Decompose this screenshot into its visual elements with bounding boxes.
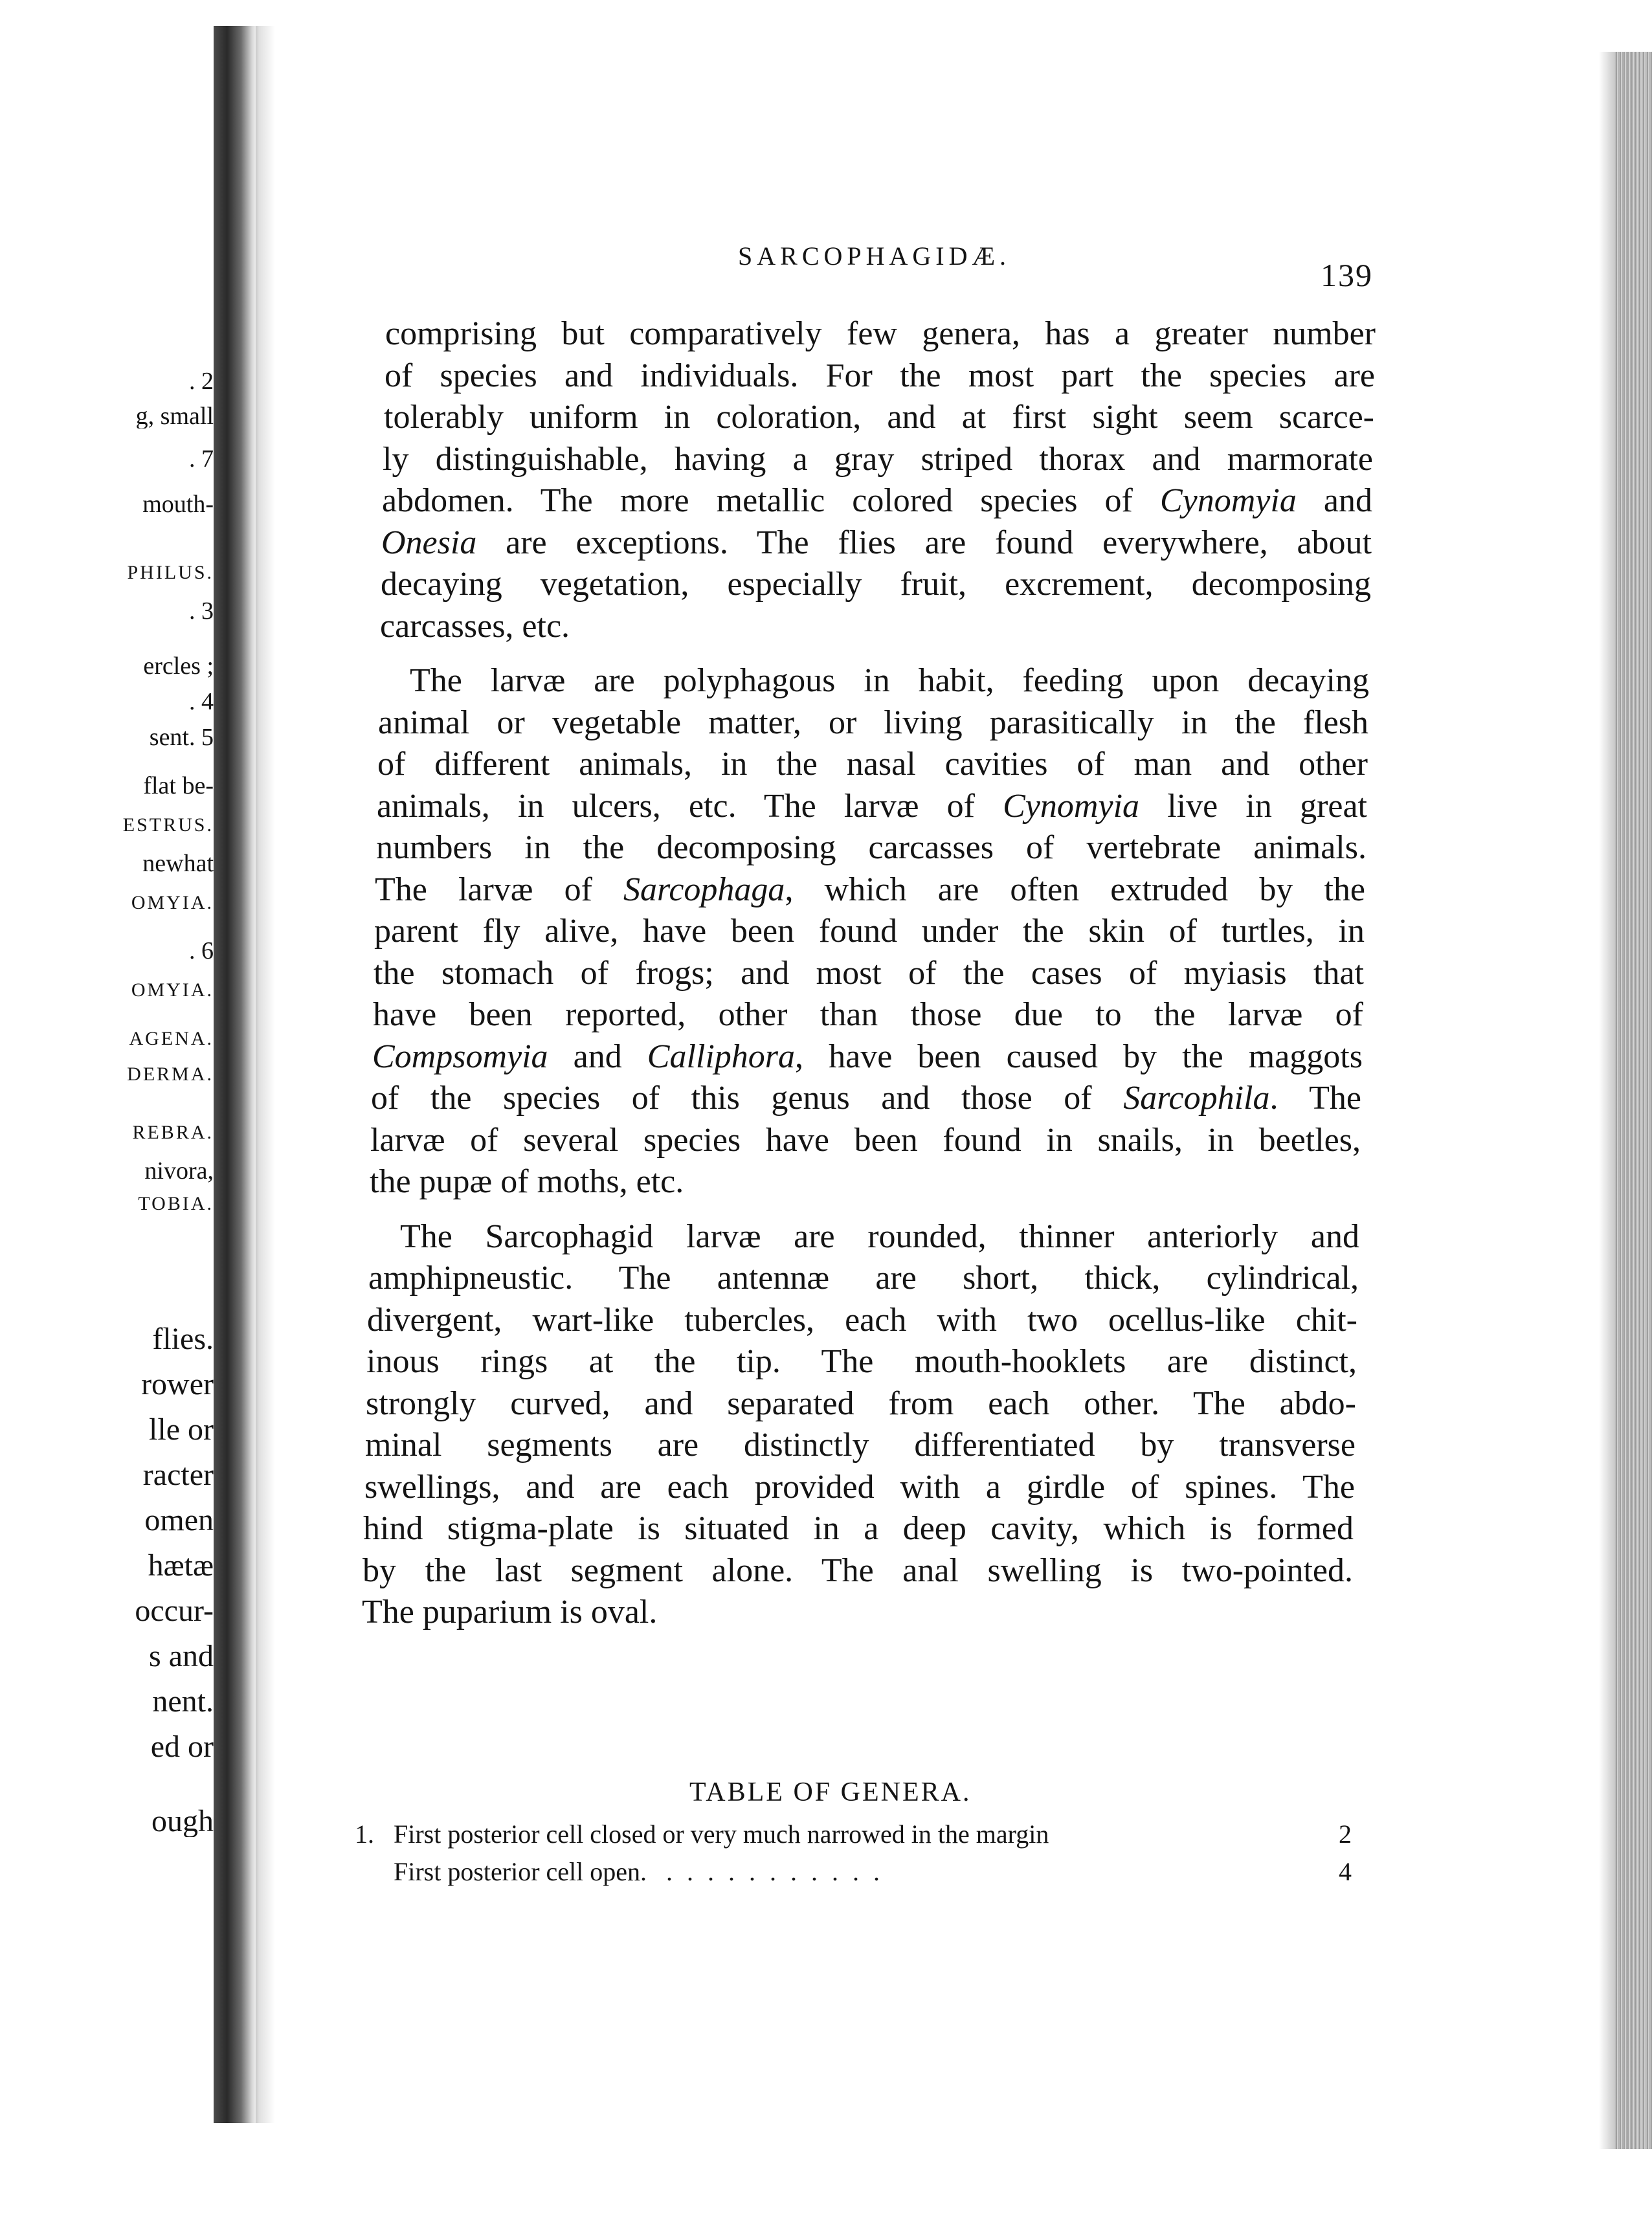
facing-page-text-fragment: nent. (152, 1686, 214, 1717)
facing-page-text-fragment: AGENA. (129, 1029, 214, 1049)
body-line: comprising but comparatively few genera, has a greater number (385, 315, 1376, 352)
key-reference: 4 (1339, 1857, 1352, 1886)
facing-page-text-fragment: flies. (152, 1324, 214, 1355)
facing-page-text-fragment: ough (151, 1806, 214, 1837)
leader-dots: . . . . . . . . . . . (666, 1857, 884, 1886)
page-stack-edge (1615, 52, 1652, 2149)
facing-page-text-fragment: nivora, (144, 1159, 214, 1183)
facing-page-text-fragment: OMYIA. (131, 893, 214, 913)
facing-page-text-fragment: hætæ (148, 1550, 214, 1581)
body-line: animal or vegetable matter, or living parasitically in the flesh (378, 704, 1368, 741)
body-line: ly distinguishable, having a gray striped thorax and marmorate (383, 441, 1373, 478)
key-reference: 2 (1339, 1820, 1352, 1849)
facing-page-text-fragment: ercles ; (143, 654, 214, 678)
body-line: decaying vegetation, especially fruit, excrement, decomposing (381, 566, 1371, 603)
facing-page-text-fragment: mouth- (142, 492, 214, 517)
facing-page-text-fragment: OMYIA. (131, 981, 214, 1000)
facing-page-text-fragment: DERMA. (127, 1065, 214, 1084)
facing-page-text-fragment: TOBIA. (138, 1194, 214, 1214)
facing-page-text-fragment: rower (141, 1369, 214, 1400)
body-line: inous rings at the tip. The mouth-hooklets are distinct, (366, 1343, 1357, 1380)
facing-page-text-fragment: racter (142, 1460, 214, 1491)
body-line: animals, in ulcers, etc. The larvæ of Cynomyia live in great (377, 788, 1367, 825)
facing-page-text-fragment: . 7 (189, 447, 214, 471)
body-line: have been reported, other than those due to the larvæ of (373, 996, 1363, 1033)
body-line: of different animals, in the nasal cavities of man and other (377, 746, 1368, 783)
table-title: TABLE OF GENERA. (689, 1777, 972, 1807)
facing-page-text-fragment: occur- (135, 1596, 214, 1627)
facing-page-text-fragment: . 2 (189, 369, 214, 394)
body-line: The puparium is oval. (362, 1594, 658, 1630)
facing-page-text-fragment: . 6 (189, 939, 214, 963)
key-text: First posterior cell open. (394, 1857, 647, 1886)
binding-gutter (214, 26, 259, 2123)
facing-page-text-fragment: g, small (135, 404, 214, 428)
facing-page-text-fragment: ESTRUS. (122, 816, 214, 835)
facing-page-text-fragment: newhat (142, 851, 214, 876)
gutter-shadow (256, 26, 275, 2123)
body-line: hind stigma-plate is situated in a deep cavity, which is formed (363, 1510, 1354, 1547)
body-line: divergent, wart-like tubercles, each with two ocellus-like chit- (367, 1302, 1357, 1339)
body-line: by the last segment alone. The anal swelling is two-pointed. (363, 1552, 1353, 1589)
body-line: strongly curved, and separated from each other. The abdo- (366, 1385, 1356, 1422)
body-line: minal segments are distinctly differentiated by transverse (365, 1427, 1356, 1464)
body-line: abdomen. The more metallic colored species of Cynomyia and (382, 482, 1372, 519)
body-line: larvæ of several species have been found in snails, in beetles, (370, 1122, 1361, 1159)
page-number: 139 (1321, 257, 1373, 293)
body-line: The Sarcophagid larvæ are rounded, thinner anteriorly and (400, 1218, 1359, 1255)
body-line: swellings, and are each provided with a girdle of spines. The (364, 1469, 1355, 1506)
body-line: of species and individuals. For the most part the species are (385, 357, 1375, 394)
key-text: First posterior cell closed or very much narrowed in the margin (394, 1820, 1049, 1849)
body-line: carcasses, etc. (380, 608, 570, 645)
running-head: SARCOPHAGIDÆ. (738, 241, 1011, 271)
body-line: of the species of this genus and those of Sarcophila. The (371, 1080, 1361, 1117)
body-line: The larvæ are polyphagous in habit, feeding upon decaying (410, 662, 1369, 699)
facing-page-text-fragment: ed or (150, 1731, 214, 1763)
body-line: The larvæ of Sarcophaga, which are often extruded by the (375, 871, 1365, 908)
facing-page-text-fragment: sent. 5 (149, 725, 214, 750)
body-line: numbers in the decomposing carcasses of vertebrate animals. (376, 829, 1367, 866)
facing-page-fragment (0, 0, 214, 2237)
body-line: parent fly alive, have been found under the skin of turtles, in (374, 913, 1365, 950)
facing-page-text-fragment: REBRA. (132, 1123, 214, 1142)
key-number: 1. (355, 1820, 374, 1849)
facing-page-text-fragment: PHILUS. (127, 563, 214, 583)
facing-page-text-fragment: . 4 (189, 689, 214, 714)
body-line: the pupæ of moths, etc. (370, 1163, 684, 1200)
body-line: tolerably uniform in coloration, and at first sight seem scarce- (384, 399, 1374, 436)
facing-page-text-fragment: omen (144, 1505, 214, 1536)
facing-page-text-fragment: . 3 (189, 599, 214, 623)
body-line: Onesia are exceptions. The flies are found everywhere, about (381, 524, 1372, 561)
body-line: amphipneustic. The antennæ are short, thick, cylindrical, (368, 1260, 1359, 1297)
key-row (355, 1856, 1352, 1887)
body-line: the stomach of frogs; and most of the cases of myiasis that (374, 955, 1364, 992)
body-line: Compsomyia and Calliphora, have been caused by the maggots (372, 1038, 1363, 1075)
key-row (355, 1819, 1352, 1849)
facing-page-text-fragment: lle or (149, 1414, 214, 1445)
facing-page-text-fragment: s and (149, 1641, 214, 1672)
facing-page-text-fragment: flat be- (143, 773, 214, 798)
